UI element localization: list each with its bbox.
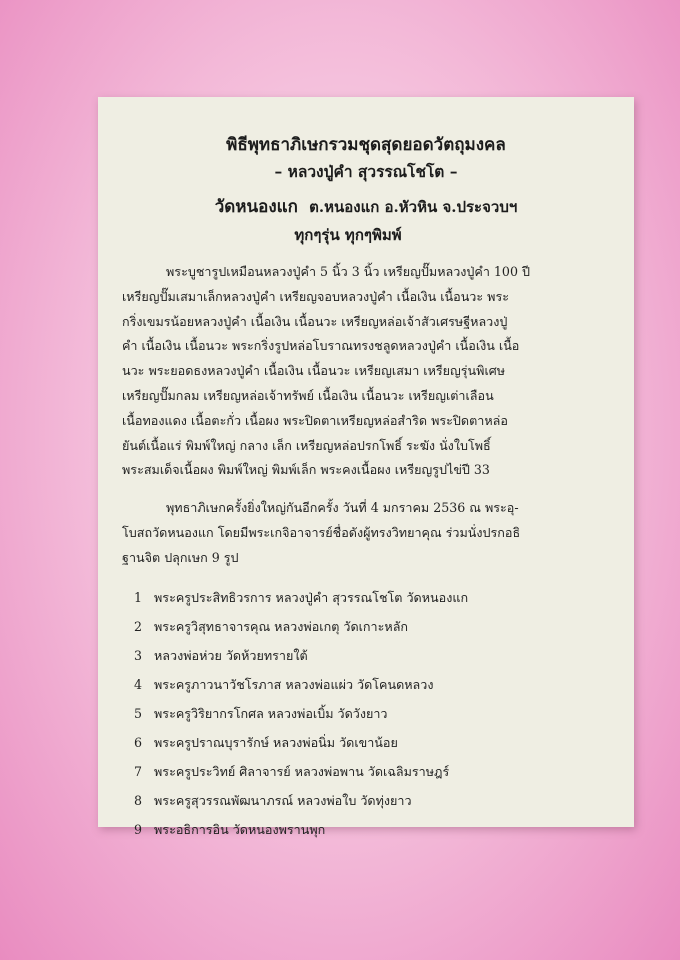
paragraph-line: เนื้อทองแดง เนื้อตะกั่ว เนื้อผง พระปิดตาเหรียญหล่อสำริด พระปิดตาหล่อ [122, 412, 508, 428]
document-subtitle: – หลวงปู่คำ สุวรรณโชโต – [274, 162, 458, 181]
paragraph-line: พระสมเด็จเนื้อผง พิมพ์ใหญ่ พิมพ์เล็ก พระคงเนื้อผง เหรียญรูปไข่ปี 33 [122, 462, 490, 478]
document-paper [98, 97, 634, 837]
paragraph-line: พระบูชารูปเหมือนหลวงปู่คำ 5 นิ้ว 3 นิ้ว เหรียญปั๊มหลวงปู่คำ 100 ปี [166, 264, 530, 279]
item-number: 6 [134, 735, 143, 750]
list-item [134, 641, 604, 670]
temple-location: ต.หนองแก อ.หัวหิน จ.ประจวบฯ [309, 198, 518, 216]
item-text: พระครูวิริยากรโกศล หลวงพ่อเบิ้ม วัดวังยาว [154, 705, 388, 721]
item-text: พระครูสุวรรณพัฒนาภรณ์ หลวงพ่อใบ วัดทุ่งยาว [154, 792, 412, 808]
paragraph-line: พุทธาภิเษกครั้งยิ่งใหญ่กันอีกครั้ง วันที่ 4 มกราคม 2536 ณ พระอุ- [166, 500, 519, 515]
list-item [134, 612, 604, 641]
item-text: พระอธิการอิน วัดหนองพรานพุก [154, 821, 326, 837]
item-number: 5 [134, 706, 143, 721]
item-text: พระครูวิสุทธาจารคุณ หลวงพ่อเกตุ วัดเกาะหลัก [154, 618, 409, 634]
item-text: พระครูปราณบุรารักษ์ หลวงพ่อนิ่ม วัดเขาน้อย [154, 734, 398, 750]
paragraph-line: กริ่งเขมรน้อยหลวงปู่คำ เนื้อเงิน เนื้อนวะ เหรียญหล่อเจ้าสัวเศรษฐีหลวงปู่ [122, 313, 508, 329]
list-item [134, 670, 604, 699]
item-text: พระครูประวิทย์ ศิลาจารย์ หลวงพ่อพาน วัดเฉลิมราษฎร์ [154, 763, 450, 779]
item-text: พระครูประสิทธิวรการ หลวงปู่คำ สุวรรณโชโต วัดหนองแก [154, 589, 469, 605]
paragraph-line: โบสถวัดหนองแก โดยมีพระเกจิอาจารย์ชื่อดังผู้ทรงวิทยาคุณ ร่วมนั่งปรกอธิ [122, 524, 521, 540]
list-item [134, 757, 604, 786]
list-item [134, 728, 604, 757]
paragraph-line: เหรียญปั๊มเสมาเล็กหลวงปู่คำ เหรียญจอบหลวงปู่คำ เนื้อเงิน เนื้อนวะ พระ [122, 288, 509, 304]
temple-name: วัดหนองแก [214, 197, 298, 217]
document-title: พิธีพุทธาภิเษกรวมชุดสุดยอดวัตถุมงคล [226, 135, 506, 155]
paragraph-line: ยันต์เนื้อแร่ พิมพ์ใหญ่ กลาง เล็ก เหรียญหล่อปรกโพธิ์ ระฆัง นั่งใบโพธิ์ [122, 437, 491, 453]
paragraph-line: เหรียญปั๊มกลม เหรียญหล่อเจ้าทรัพย์ เนื้อเงิน เนื้อนวะ เหรียญเต่าเลือน [122, 387, 494, 403]
tagline: ทุกๆรุ่น ทุกๆพิมพ์ [294, 226, 402, 244]
list-item [134, 786, 604, 815]
monk-list [134, 583, 604, 844]
item-text: พระครูภาวนาวัชโรภาส หลวงพ่อแผ่ว วัดโคนดหลวง [154, 676, 434, 692]
paragraph-line: ฐานจิต ปลุกเษก 9 รูป [122, 549, 239, 565]
item-number: 3 [134, 648, 143, 663]
item-number: 2 [134, 619, 143, 634]
item-text: หลวงพ่อห่วย วัดห้วยทรายใต้ [154, 647, 308, 663]
list-item [134, 815, 604, 844]
temple-line [98, 193, 634, 220]
paragraph-amulet-list [122, 260, 616, 483]
list-item [134, 583, 604, 612]
paragraph-line: คำ เนื้อเงิน เนื้อนวะ พระกริ่งรูปหล่อโบราณทรงชลูดหลวงปู่คำ เนื้อเงิน เนื้อ [122, 338, 520, 354]
item-number: 9 [134, 822, 143, 837]
item-number: 4 [134, 677, 143, 692]
item-number: 1 [134, 590, 143, 605]
item-number: 7 [134, 764, 143, 779]
paragraph-line: นวะ พระยอดธงหลวงปู่คำ เนื้อเงิน เนื้อนวะ เหรียญเสมา เหรียญรุ่นพิเศษ [122, 363, 506, 379]
list-item [134, 699, 604, 728]
item-number: 8 [134, 793, 143, 808]
paragraph-ceremony [122, 496, 616, 570]
